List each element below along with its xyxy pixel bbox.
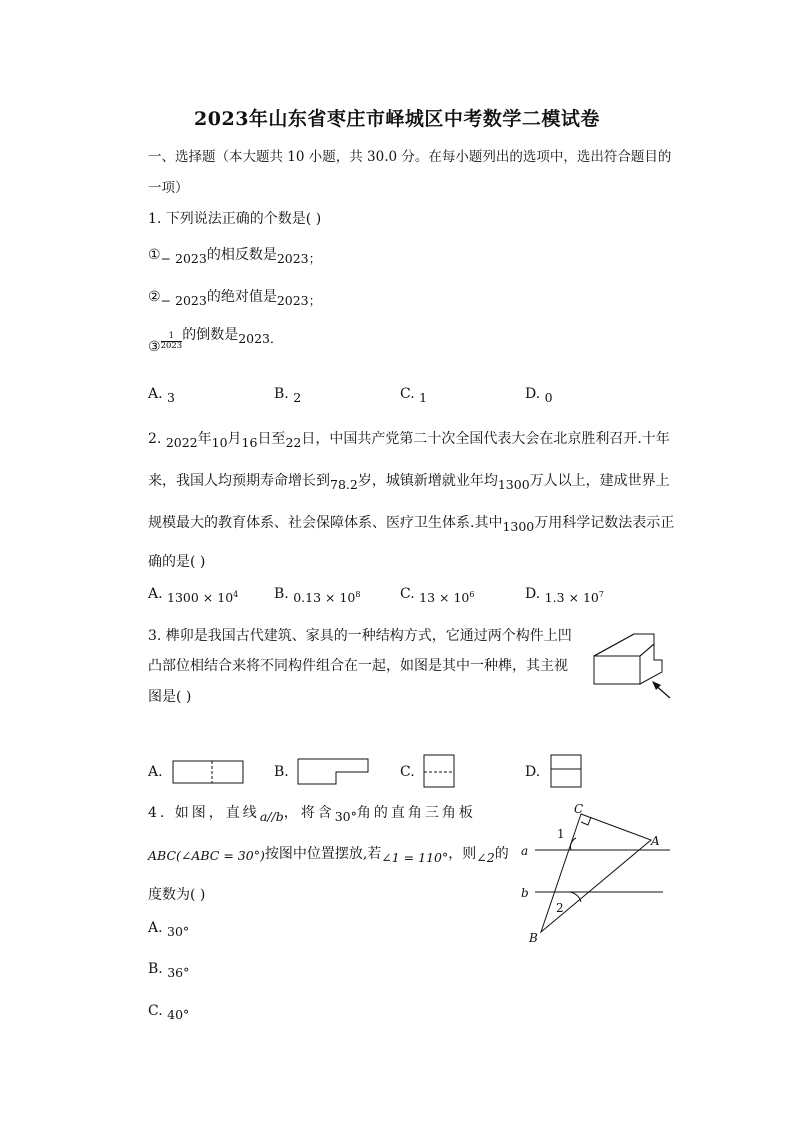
q1-statement-2 bbox=[148, 286, 321, 306]
q2-line1 bbox=[148, 428, 670, 448]
exponent: 8 bbox=[355, 590, 361, 599]
option-label: C. bbox=[400, 764, 415, 780]
q4-line1 bbox=[148, 802, 476, 822]
base: 13 × 10 bbox=[419, 590, 470, 606]
q1-option-a[interactable] bbox=[148, 386, 175, 405]
q3-line2: 凸部位相结合来将不同构件组合在一起，如图是其中一种榫，其主视 bbox=[148, 658, 568, 674]
math: ∠1 = 110° bbox=[381, 850, 449, 865]
q4-option-a[interactable] bbox=[148, 920, 190, 939]
math: 16 bbox=[241, 435, 258, 450]
label-angle-1: 1 bbox=[557, 827, 565, 841]
math: 2022 bbox=[165, 435, 198, 450]
q1-option-d[interactable] bbox=[525, 386, 553, 405]
text: 4. 如图，直线 bbox=[148, 805, 260, 821]
text: 的倒数是 bbox=[182, 327, 239, 343]
option-value: 2 bbox=[293, 390, 302, 405]
math: ABC(∠ABC = 30°) bbox=[148, 848, 265, 863]
text: 来，我国人均预期寿命增长到 bbox=[148, 473, 330, 489]
option-label: B. bbox=[274, 586, 289, 603]
option-value: 3 bbox=[167, 390, 175, 405]
label-line-a: a bbox=[521, 844, 529, 858]
option-label: C. bbox=[148, 1003, 163, 1019]
math: − 2023 bbox=[160, 251, 207, 266]
math: 2023； bbox=[276, 251, 322, 266]
q1-statement-3 bbox=[148, 326, 283, 355]
option-label: A. bbox=[148, 920, 163, 936]
text: 万人以上，建成世界上 bbox=[529, 473, 670, 489]
section-header-line1: 一、选择题（本大题共 10 小题，共 30.0 分。在每小题列出的选项中，选出符合题目的 bbox=[148, 149, 672, 165]
text: 岁，城镇新增就业年均 bbox=[357, 473, 498, 489]
q3-line1: 3. 榫卯是我国古代建筑、家具的一种结构方式，它通过两个构件上凹 bbox=[148, 628, 572, 644]
statement-mark: ① bbox=[148, 247, 161, 263]
q2-option-d[interactable] bbox=[525, 586, 604, 606]
text: 2. bbox=[148, 431, 166, 447]
q1-stem: 1. 下列说法正确的个数是( ) bbox=[148, 211, 322, 227]
math: ∠2 bbox=[476, 850, 495, 865]
exponent: 6 bbox=[469, 590, 475, 599]
option-label: B. bbox=[148, 961, 163, 977]
q2-line3 bbox=[148, 512, 674, 532]
label-line-b: b bbox=[521, 886, 529, 900]
base: 1300 × 10 bbox=[167, 590, 234, 606]
math: 30° bbox=[334, 809, 357, 824]
triangle-parallel-lines-figure bbox=[515, 798, 675, 948]
q2-line2 bbox=[148, 470, 670, 490]
option-value: 40° bbox=[167, 1007, 190, 1022]
text: 的 bbox=[494, 846, 509, 862]
tenon-3d-figure bbox=[590, 624, 680, 704]
arrow-icon bbox=[652, 681, 670, 698]
q2-option-b[interactable] bbox=[274, 586, 361, 606]
q3-option-c[interactable] bbox=[400, 764, 415, 780]
option-value bbox=[293, 590, 360, 605]
exponent: 7 bbox=[598, 590, 604, 599]
option-value: 36° bbox=[167, 965, 190, 980]
label-a-vertex: A bbox=[651, 834, 660, 848]
q4-line2 bbox=[148, 843, 509, 863]
label-c: C bbox=[574, 802, 584, 816]
option-value: 30° bbox=[167, 924, 190, 939]
math: 2023． bbox=[238, 331, 283, 346]
page-title: 2023年山东省枣庄市峄城区中考数学二模试卷 bbox=[194, 108, 600, 130]
option-value: 0 bbox=[544, 390, 553, 405]
q3-option-d[interactable] bbox=[525, 764, 540, 780]
q3-option-a[interactable] bbox=[148, 764, 163, 780]
numerator: 1 bbox=[161, 332, 183, 342]
q3-line3: 图是( ) bbox=[148, 689, 192, 705]
q4-line3: 度数为( ) bbox=[148, 887, 206, 903]
text: 日，中国共产党第二十次全国代表大会在北京胜利召开.十年 bbox=[301, 431, 670, 447]
math: 1300 bbox=[497, 477, 530, 492]
q3-option-d-figure bbox=[550, 754, 584, 790]
math: 22 bbox=[285, 435, 302, 450]
q4-option-c[interactable] bbox=[148, 1003, 190, 1022]
math: a//b bbox=[259, 809, 284, 824]
math: 2023； bbox=[276, 293, 322, 308]
label-angle-2: 2 bbox=[556, 901, 564, 915]
option-value bbox=[545, 590, 604, 605]
option-label: B. bbox=[274, 386, 289, 402]
option-label: D. bbox=[525, 764, 541, 780]
q3-option-a-figure bbox=[172, 760, 246, 786]
option-label: B. bbox=[274, 764, 289, 780]
text: 按图中位置摆放,若 bbox=[264, 846, 382, 862]
q3-option-c-figure bbox=[423, 754, 457, 790]
q1-statement-1 bbox=[148, 244, 321, 264]
q3-option-b[interactable] bbox=[274, 764, 289, 780]
text: 的相反数是 bbox=[206, 247, 277, 263]
option-value bbox=[167, 590, 238, 605]
right-angle-mark bbox=[581, 817, 591, 825]
option-label: C. bbox=[400, 386, 415, 402]
option-label: D. bbox=[525, 586, 541, 603]
fraction bbox=[161, 332, 183, 351]
text: 日至 bbox=[257, 431, 286, 447]
angle-1-arc bbox=[571, 838, 576, 850]
q2-line4: 确的是( ) bbox=[148, 554, 206, 570]
math: 78.2 bbox=[330, 477, 358, 492]
denominator: 2023 bbox=[160, 340, 183, 351]
text: 万用科学记数法表示正 bbox=[534, 515, 675, 531]
text: 月 bbox=[227, 431, 242, 447]
text: ，将含 bbox=[283, 805, 335, 821]
section-header-line2: 一项） bbox=[148, 180, 189, 196]
q1-option-c[interactable] bbox=[400, 386, 428, 405]
statement-mark: ③ bbox=[148, 339, 161, 355]
option-value bbox=[419, 590, 474, 605]
label-b-vertex: B bbox=[529, 931, 538, 945]
math: 1300 bbox=[502, 519, 535, 534]
option-value: 1 bbox=[419, 390, 428, 405]
math: 10 bbox=[211, 435, 228, 450]
text: 规模最大的教育体系、社会保障体系、医疗卫生体系.其中 bbox=[148, 515, 503, 531]
q2-option-c[interactable] bbox=[400, 586, 475, 606]
math: − 2023 bbox=[160, 293, 207, 308]
option-label: A. bbox=[148, 386, 163, 402]
q1-option-b[interactable] bbox=[274, 386, 302, 405]
exponent: 4 bbox=[233, 590, 239, 599]
option-label: C. bbox=[400, 586, 415, 603]
text: 的绝对值是 bbox=[206, 289, 277, 305]
base: 0.13 × 10 bbox=[293, 590, 356, 606]
option-label: D. bbox=[525, 386, 541, 402]
q3-option-b-figure bbox=[296, 757, 372, 787]
base: 1.3 × 10 bbox=[544, 590, 599, 606]
q4-option-b[interactable] bbox=[148, 961, 190, 980]
text: 角的直角三角板 bbox=[356, 805, 476, 821]
text: 年 bbox=[197, 431, 212, 447]
q2-option-a[interactable] bbox=[148, 586, 239, 606]
option-label: A. bbox=[148, 586, 163, 603]
option-label: A. bbox=[148, 764, 163, 780]
statement-mark: ② bbox=[148, 289, 161, 305]
text: ，则 bbox=[448, 846, 477, 862]
